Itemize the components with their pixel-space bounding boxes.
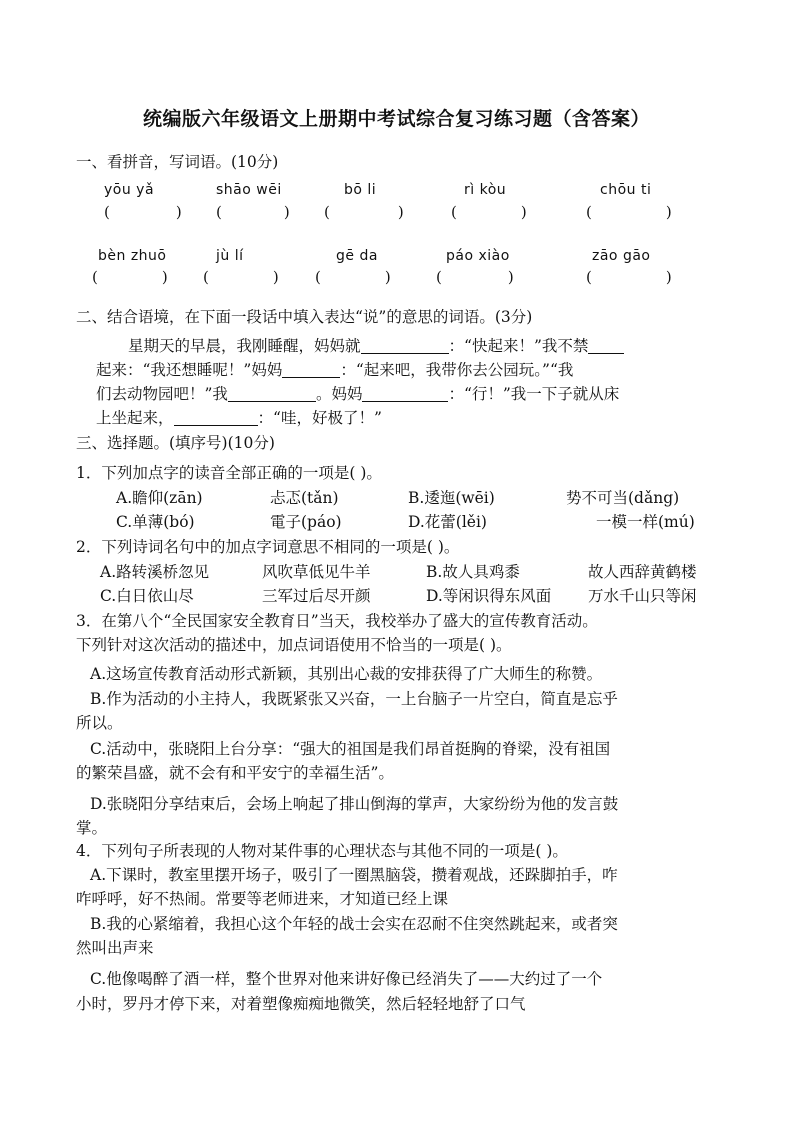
answer-box-1-2[interactable]: ( ) [216, 203, 290, 221]
q4-stem: 4．下列句子所表现的人物对某件事的心理状态与其他不同的一项是( )。 [76, 842, 568, 860]
answer-box-1-4[interactable]: ( ) [451, 203, 527, 221]
q1-option-a-word2: 忐忑(tǎn) [270, 489, 339, 507]
pinyin-2-3: gē da [336, 248, 378, 264]
q2-option-b[interactable]: B.故人具鸡黍 [426, 563, 520, 581]
q3-option-d-cont: 掌。 [76, 819, 108, 837]
section1-heading: 一、看拼音，写词语。(10分) [76, 153, 279, 171]
answer-box-1-5[interactable]: ( ) [586, 203, 672, 221]
q1-option-b[interactable]: B.逶迤(wēi) [408, 489, 495, 507]
answer-box-2-3[interactable]: ( ) [315, 268, 391, 286]
q4-option-c[interactable]: C.他像喝醉了酒一样，整个世界对他来讲好像已经消失了——大约过了一个 [90, 970, 603, 988]
q1-option-c-word2: 電子(páo) [270, 513, 342, 531]
answer-box-2-2[interactable]: ( ) [203, 268, 279, 286]
section2-heading: 二、结合语境，在下面一段话中填入表达“说”的意思的词语。(3分) [76, 308, 533, 326]
text-fragment: 上坐起来， [96, 409, 174, 427]
q2-option-c[interactable]: C.白日依山尽 [100, 587, 194, 605]
pinyin-1-2: shāo wēi [216, 182, 282, 198]
pinyin-1-4: rì kòu [464, 182, 507, 198]
q2-option-d[interactable]: D.等闲识得东风面 [426, 587, 552, 605]
q4-option-b-cont: 然叫出声来 [76, 939, 154, 957]
q2-option-d-line2: 万水千山只等闲 [588, 587, 697, 605]
q4-option-b[interactable]: B.我的心紧缩着，我担心这个年轻的战士会实在忍耐不住突然跳起来，或者突 [90, 915, 618, 933]
q3-option-a[interactable]: A.这场宣传教育活动形式新颖，其别出心裁的安排获得了广大师生的称赞。 [90, 665, 603, 683]
q1-option-a[interactable]: A.瞻仰(zān) [116, 489, 203, 507]
text-fragment: 。妈妈 [315, 385, 363, 403]
q2-option-a-line2: 风吹草低见牛羊 [262, 563, 371, 581]
text-fragment: ：“哇，好极了！” [257, 409, 382, 427]
section2-line2 [96, 358, 573, 382]
text-fragment: ：“起来吧，我带你去公园玩。”“我 [340, 361, 574, 379]
answer-box-2-1[interactable]: ( ) [92, 268, 168, 286]
text-fragment: 起来：“我还想睡呢！”妈妈 [96, 361, 283, 379]
section3-heading: 三、选择题。(填序号)(10分) [76, 434, 275, 452]
answer-box-2-5[interactable]: ( ) [586, 268, 672, 286]
section2-line3 [96, 382, 619, 406]
q4-option-a-cont: 咋呼呼，好不热闹。常要等老师进来，才知道已经上课 [76, 890, 449, 908]
fill-blank-3[interactable] [282, 361, 340, 378]
pinyin-1-3: bō li [344, 182, 377, 198]
answer-box-1-3[interactable]: ( ) [324, 203, 404, 221]
q2-option-a[interactable]: A.路转溪桥忽见 [100, 563, 210, 581]
q3-option-c[interactable]: C.活动中，张晓阳上台分享：“强大的祖国是我们昂首挺胸的脊梁，没有祖国 [90, 740, 611, 758]
text-fragment: ：“行！”我一下子就从床 [448, 385, 620, 403]
q3-stem-line2: 下列针对这次活动的描述中，加点词语使用不恰当的一项是( )。 [76, 636, 512, 654]
q4-option-a[interactable]: A.下课时，教室里摆开场子，吸引了一圈黑脑袋，攒着观战，还跺脚拍手，咋 [90, 866, 618, 884]
answer-box-1-1[interactable]: ( ) [104, 203, 182, 221]
q3-option-b[interactable]: B.作为活动的小主持人，我既紧张又兴奋，一上台脑子一片空白，简直是忘乎 [90, 690, 618, 708]
q4-option-c-cont: 小时，罗丹才停下来，对着塑像痴痴地微笑，然后轻轻地舒了口气 [76, 995, 526, 1013]
page-title: 统编版六年级语文上册期中考试综合复习练习题（含答案） [142, 108, 650, 130]
text-fragment: 星期天的早晨，我刚睡醒，妈妈就 [128, 337, 361, 355]
fill-blank-2[interactable] [588, 337, 624, 354]
q3-option-d[interactable]: D.张晓阳分享结束后，会场上响起了排山倒海的掌声，大家纷纷为他的发言鼓 [90, 795, 619, 813]
q3-option-c-cont: 的繁荣昌盛，就不会有和平安宁的幸福生活”。 [76, 764, 394, 782]
fill-blank-1[interactable] [361, 337, 449, 354]
fill-blank-6[interactable] [174, 409, 258, 426]
pinyin-2-5: zāo gāo [592, 248, 651, 264]
answer-box-2-4[interactable]: ( ) [436, 268, 514, 286]
pinyin-1-5: chōu ti [600, 182, 652, 198]
q2-option-b-line2: 故人西辞黄鹤楼 [588, 563, 697, 581]
pinyin-2-4: páo xiào [446, 248, 510, 264]
q2-stem: 2．下列诗词名句中的加点字词意思不相同的一项是( )。 [76, 538, 460, 556]
pinyin-2-1: bèn zhuō [98, 248, 167, 264]
q1-option-d[interactable]: D.花蕾(lěi) [408, 513, 487, 531]
q3-option-b-cont: 所以。 [76, 714, 123, 732]
text-fragment: ：“快起来！”我不禁 [448, 337, 589, 355]
fill-blank-4[interactable] [228, 385, 316, 402]
section2-line1 [128, 334, 624, 358]
pinyin-1-1: yōu yǎ [104, 182, 155, 198]
q2-option-c-line2: 三军过后尽开颜 [262, 587, 371, 605]
text-fragment: 们去动物园吧！”我 [96, 385, 228, 403]
q1-option-c[interactable]: C.单薄(bó) [116, 513, 195, 531]
fill-blank-5[interactable] [362, 385, 448, 402]
q1-option-b-word2: 势不可当(dǎng) [566, 489, 680, 507]
pinyin-2-2: jù lí [216, 248, 244, 264]
q3-stem-line1: 3．在第八个“全民国家安全教育日”当天，我校举办了盛大的宣传教育活动。 [76, 612, 598, 630]
q1-stem: 1．下列加点字的读音全部正确的一项是( )。 [76, 464, 382, 482]
section2-line4 [96, 406, 382, 430]
q1-option-d-word2: 一模一样(mú) [596, 513, 695, 531]
